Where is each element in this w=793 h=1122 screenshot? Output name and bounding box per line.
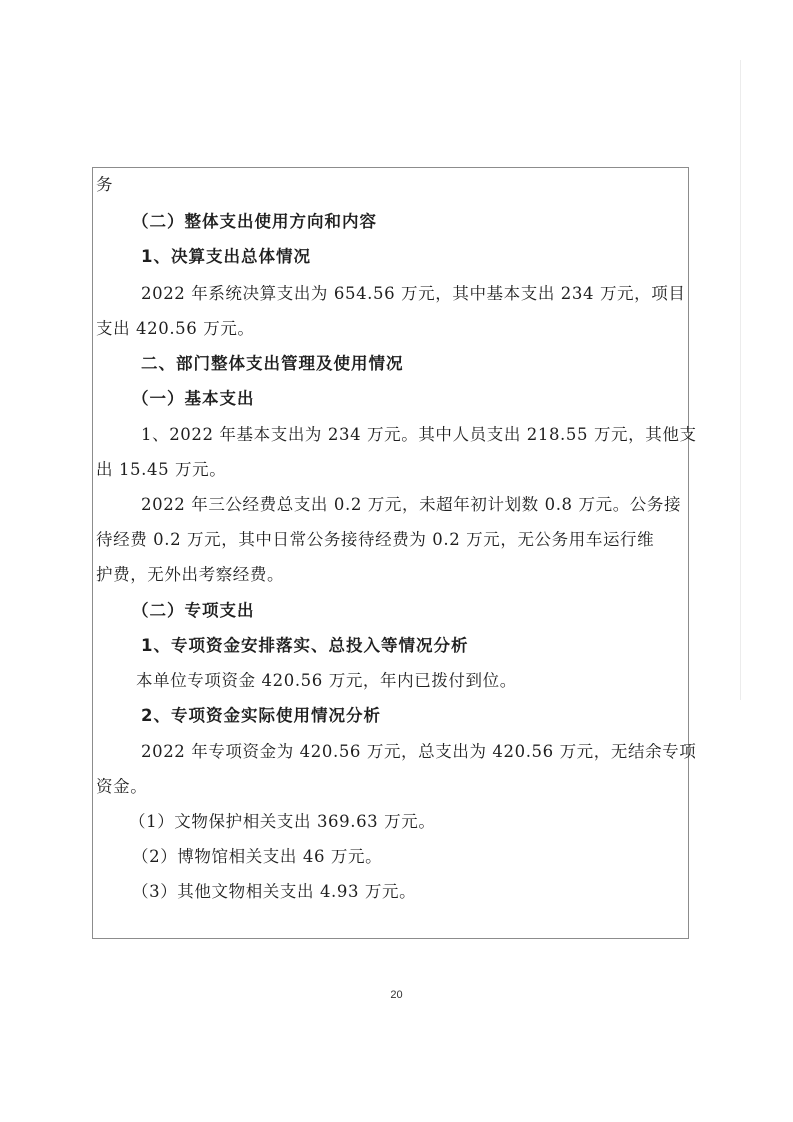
paragraph-line: 2022 年系统决算支出为 654.56 万元，其中基本支出 234 万元，项目 [141,284,686,303]
continued-text-fragment: 务 [96,175,114,194]
paragraph-line: 出 15.45 万元。 [96,460,227,479]
scan-edge-line [740,60,741,700]
paragraph-line: 2022 年三公经费总支出 0.2 万元，未超年初计划数 0.8 万元。公务接 [141,495,682,514]
list-item: （2）博物馆相关支出 46 万元。 [132,847,383,866]
paragraph-line: 2022 年专项资金为 420.56 万元，总支出为 420.56 万元，无结余专项 [141,742,697,761]
paragraph-line: 资金。 [96,777,148,796]
subheading-final-expenditure-overview: 1、决算支出总体情况 [141,247,311,266]
list-item: （1）文物保护相关支出 369.63 万元。 [129,812,436,831]
paragraph-line: 护费，无外出考察经费。 [96,565,285,584]
section-heading-department-expenditure-management: 二、部门整体支出管理及使用情况 [141,354,404,373]
paragraph-line: 支出 420.56 万元。 [96,319,255,338]
paragraph-line: 本单位专项资金 420.56 万元，年内已拨付到位。 [136,671,517,690]
paragraph-line: 1、2022 年基本支出为 234 万元。其中人员支出 218.55 万元，其他支 [141,425,697,444]
subheading-special-expenditure: （二）专项支出 [132,601,255,620]
page-number: 20 [390,989,403,1001]
section-heading-overall-expenditure-direction: （二）整体支出使用方向和内容 [132,212,377,231]
paragraph-line: 待经费 0.2 万元，其中日常公务接待经费为 0.2 万元，无公务用车运行维 [96,530,655,549]
subheading-special-fund-arrangement: 1、专项资金安排落实、总投入等情况分析 [141,636,469,655]
subheading-special-fund-usage: 2、专项资金实际使用情况分析 [141,706,381,725]
subheading-basic-expenditure: （一）基本支出 [132,389,255,408]
list-item: （3）其他文物相关支出 4.93 万元。 [132,882,417,901]
